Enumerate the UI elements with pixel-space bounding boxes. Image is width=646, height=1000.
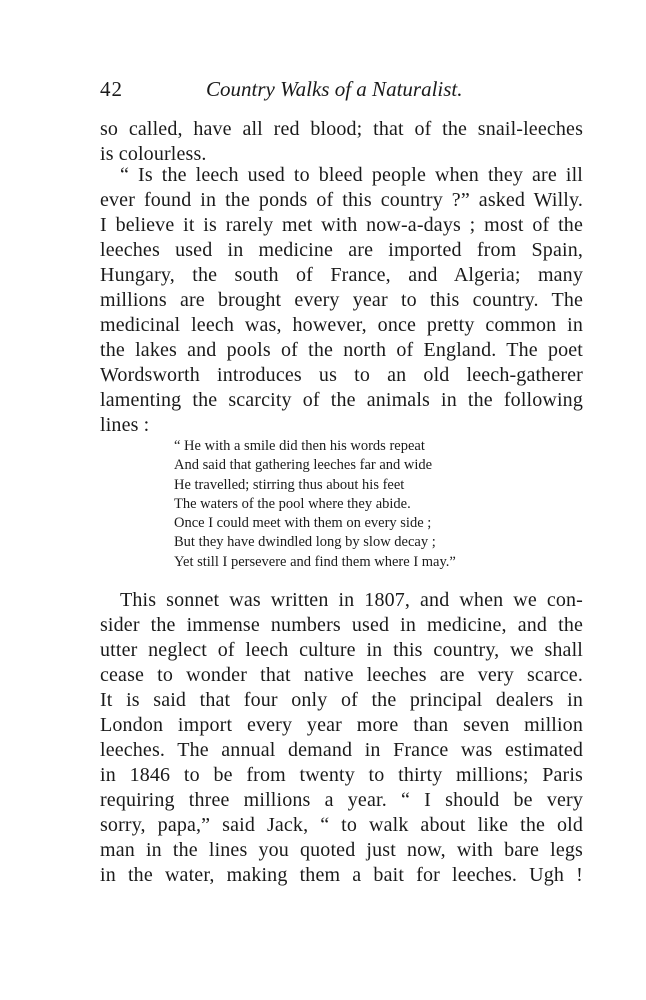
text-line: leeches. The annual demand in France was estimated (100, 739, 583, 761)
poem-line: But they have dwindled long by slow decay ; (174, 534, 436, 551)
paragraph (100, 588, 583, 888)
text-line: man in the lines you quoted just now, with bare legs (100, 839, 583, 861)
text-line: ever found in the ponds of this country ?” asked Willy. (100, 189, 583, 211)
running-title: Country Walks of a Naturalist. (206, 77, 463, 101)
poem-line: And said that gathering leeches far and wide (174, 457, 433, 474)
text-line: millions are brought every year to this country. The (100, 289, 583, 311)
text-line: sorry, papa,” said Jack, “ to walk about like the old (100, 814, 583, 836)
running-header (100, 74, 582, 104)
text-line: is colourless. (100, 143, 207, 165)
text-line: so called, have all red blood; that of the snail-leeches (100, 118, 583, 140)
poem-line: The waters of the pool where they abide. (174, 495, 411, 512)
text-line: This sonnet was written in 1807, and when we con- (120, 589, 583, 611)
text-line: requiring three millions a year. “ I should be very (100, 789, 583, 811)
text-line: medicinal leech was, however, once pretty common in (100, 314, 583, 336)
text-line: in 1846 to be from twenty to thirty millions; Paris (100, 764, 583, 786)
text-line: sider the immense numbers used in medicine, and the (100, 614, 583, 636)
text-line: utter neglect of leech culture in this country, we shall (100, 639, 583, 661)
poem-line: He travelled; stirring thus about his feet (174, 476, 405, 493)
text-line: lines : (100, 414, 150, 436)
text-line: lamenting the scarcity of the animals in the following (100, 389, 583, 411)
text-line: London import every year more than seven million (100, 714, 583, 736)
page-number: 42 (100, 77, 123, 101)
text-line: I believe it is rarely met with now-a-days ; most of the (100, 214, 583, 236)
paragraph (100, 117, 583, 167)
text-line: in the water, making them a bait for leeches. Ugh ! (100, 864, 583, 886)
poem-quotation (174, 437, 574, 572)
text-line: the lakes and pools of the north of England. The poet (100, 339, 583, 361)
poem-line: Once I could meet with them on every side ; (174, 515, 432, 532)
poem-line: Yet still I persevere and find them where I may.” (174, 553, 456, 570)
poem-line: “ He with a smile did then his words repeat (174, 438, 425, 454)
text-line: Hungary, the south of France, and Algeria; many (100, 264, 583, 286)
text-line: leeches used in medicine are imported from Spain, (100, 239, 583, 261)
text-line: cease to wonder that native leeches are very scarce. (100, 664, 583, 686)
text-line: It is said that four only of the principal dealers in (100, 689, 583, 711)
text-line: Wordsworth introduces us to an old leech-gatherer (100, 364, 583, 386)
text-line: “ Is the leech used to bleed people when they are ill (120, 164, 583, 186)
paragraph (100, 163, 583, 438)
